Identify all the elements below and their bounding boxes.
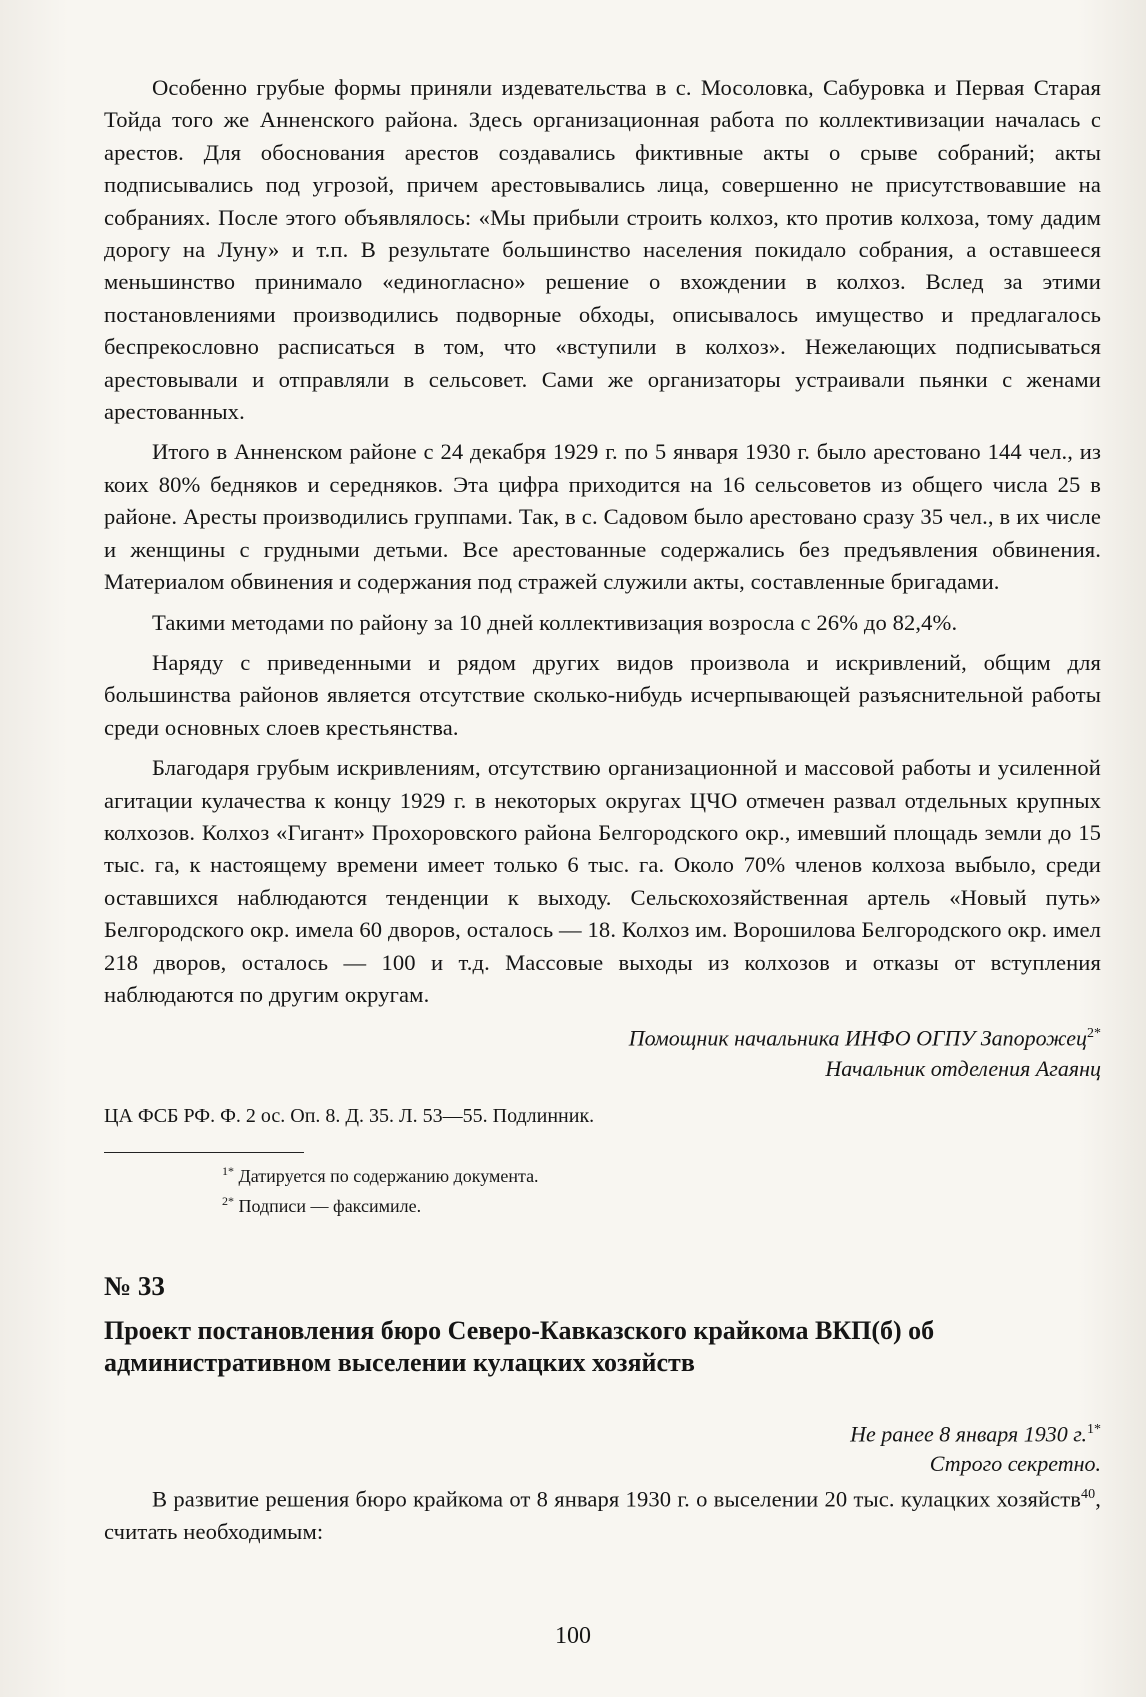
signature-line-2: Начальник отделения Агаянц <box>825 1055 1101 1081</box>
signature-block <box>104 1019 1101 1083</box>
signature-line-1: Помощник начальника ИНФО ОГПУ Запорожец$^{2*}$ <box>628 1025 1101 1051</box>
page-number: 100 <box>555 1623 591 1649</box>
footnote-1: $^{1*}$ Датируется по содержанию документа. <box>222 1163 539 1186</box>
paragraph-2: Итого в Анненском районе с 24 декабря 1929 г. по 5 января 1930 г. было арестовано 144 чел., из коих 80% бедняков и середняков. Эта цифра приходится на 16 сельсоветов из общего числа 25 в районе. Аресты производились группами. Так, в с. Садовом было арестовано сразу 35 чел., в их числе и женщины с грудными детьми. Все арестованные содержались без предъявления обвинения. Материалом обвинения и содержания под стражей служили акты, составленные бригадами. <box>104 439 1101 595</box>
footnote-ref-1: 1* <box>1087 1421 1101 1437</box>
endnote-ref-40: 40 <box>1081 1487 1096 1503</box>
paragraph-5: Благодаря грубым искривлениям, отсутствию организационной и массовой работы и усиленной агитации кулачества к концу 1929 г. в некоторых округах ЦЧО отмечен развал отдельных крупных колхозов. Колхоз «Гигант» Прохоровского района Белгородского окр., имевший площадь земли до 15 тыс. га, к настоящему времени имеет только 6 тыс. га. Около 70% членов колхоза выбыло, среди оставшихся наблюдаются тенденции к выходу. Сельскохозяйственная артель «Новый путь» Белгородского окр. имела 60 дворов, осталось — 18. Колхоз им. Ворошилова Белгородского окр. имел 218 дворов, осталось — 100 и т.д. Массовые выходы из колхозов и отказы от вступления наблюдаются по другим округам. <box>104 755 1101 1007</box>
paragraph-4: Наряду с приведенными и рядом других видов произвола и искривлений, общим для большинства районов является отсутствие сколько-нибудь исчерпывающей разъяснительной работы среди основных слоев крестьянства. <box>104 649 1101 740</box>
document-opening-text: В развитие решения бюро крайкома от 8 января 1930 г. о выселении 20 тыс. кулацких хозяйств$^{40}$, считать необходимым: <box>104 1486 1101 1544</box>
page-content <box>104 72 1101 1556</box>
classification-label: Строго секретно. <box>929 1451 1101 1477</box>
document-meta <box>104 1415 1101 1479</box>
footnote-ref-2: 2* <box>1087 1026 1101 1042</box>
document-number: № 33 <box>104 1270 165 1301</box>
footnotes <box>104 1159 1101 1219</box>
footnote-divider <box>104 1152 304 1153</box>
paragraph-3: Такими методами по району за 10 дней коллективизация возросла с 26% до 82,4%. <box>152 609 958 635</box>
archive-source: ЦА ФСБ РФ. Ф. 2 ос. Оп. 8. Д. 35. Л. 53—55. Подлинник. <box>104 1104 595 1127</box>
footnote-2: $^{2*}$ Подписи — факсимиле. <box>222 1193 422 1216</box>
paragraph-1: Особенно грубые формы приняли издевательства в с. Мосоловка, Сабуровка и Первая Старая Тойда того же Анненского района. Здесь организационная работа по коллективизации началась с арестов. Для обоснования арестов создавались фиктивные акты о срыве собраний; акты подписывались под угрозой, причем арестовывались лица, совершенно не присутствовавшие на собраниях. После этого объявлялось: «Мы прибыли строить колхоз, кто против колхоза, тому дадим дорогу на Луну» и т.п. В результате большинство населения покидало собрания, а оставшееся меньшинство принимало «единогласно» решение о вхождении в колхоз. Вслед за этими постановлениями производились подворные обходы, описывалось имущество и предлагалось беспрекословно расписаться в том, что «вступили в колхоз». Нежелающих подписываться арестовывали и отправляли в сельсовет. Сами же организаторы устраивали пьянки с женами арестованных. <box>104 75 1101 425</box>
document-date: Не ранее 8 января 1930 г.$^{1*}$ <box>850 1421 1101 1447</box>
document-title: Проект постановления бюро Северо-Кавказского крайкома ВКП(б) об административном выселении кулацких хозяйств <box>104 1315 935 1377</box>
